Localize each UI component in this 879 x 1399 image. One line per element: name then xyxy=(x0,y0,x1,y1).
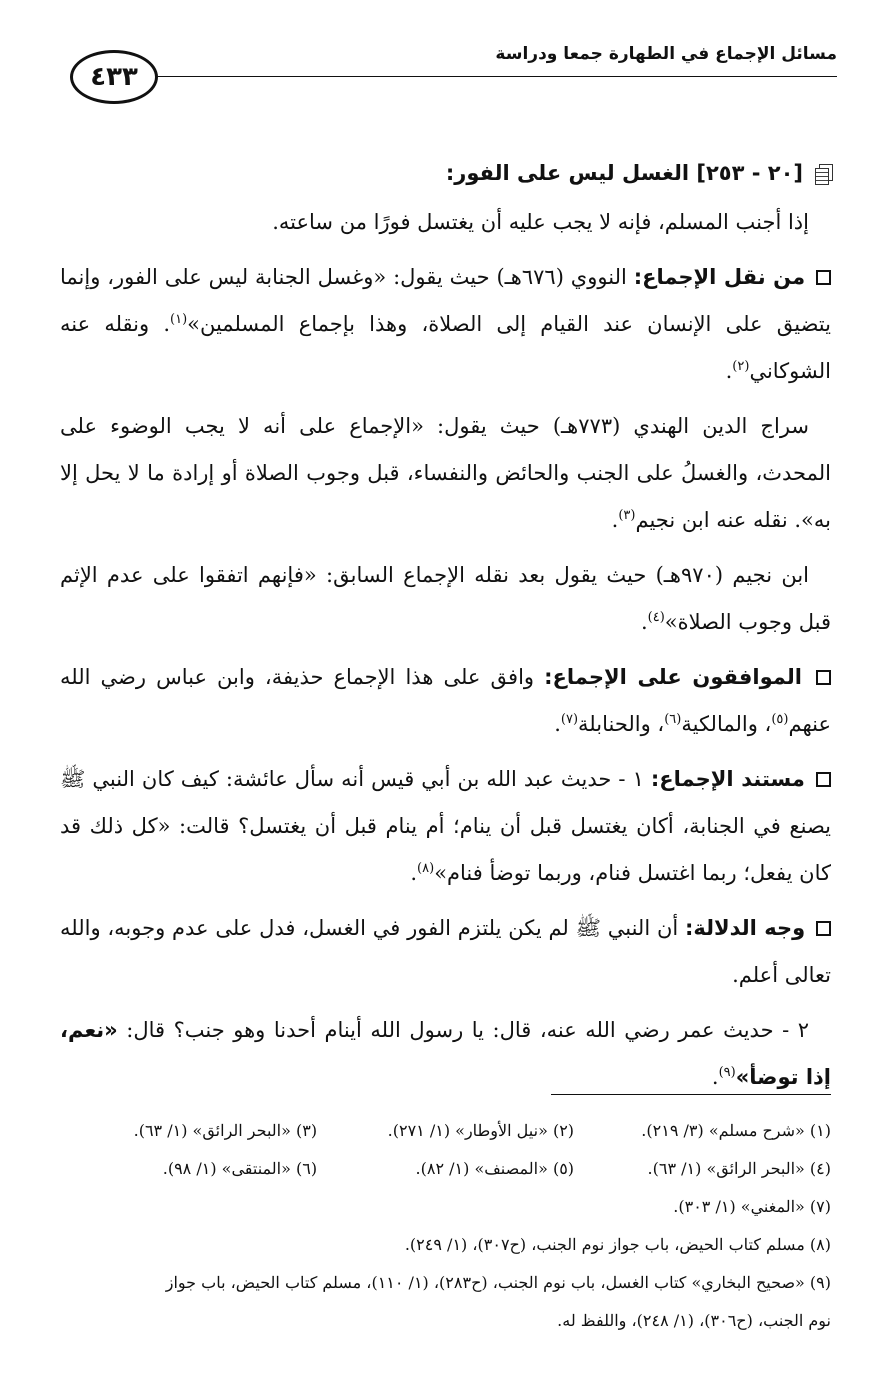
footnote-row xyxy=(60,1112,831,1150)
label-basis: مستند الإجماع: xyxy=(650,767,805,791)
footnote-ref[interactable]: (٥) xyxy=(771,712,789,727)
paragraph-end: . xyxy=(611,508,619,532)
paragraph-text: ابن نجيم (٩٧٠هـ) حيث يقول بعد نقله الإجماع السابق: «فإنهم اتفقوا على عدم الإثم قبل وجوب الصلاة» xyxy=(60,563,831,634)
footnotes xyxy=(60,1112,831,1340)
section-title-text: [٢٠ - ٢٥٣] الغسل ليس على الفور: xyxy=(445,161,803,185)
paragraph-basis xyxy=(60,756,831,897)
paragraph-text: إذا أجنب المسلم، فإنه لا يجب عليه أن يغتسل فورًا من ساعته. xyxy=(272,210,809,234)
paragraph-text: سراج الدين الهندي (٧٧٣هـ) حيث يقول: «الإجماع على أنه لا يجب الوضوء على المحدث، والغسلُ على الجنب والحائض والنفساء، قبل وجوب الصلاة أو إرادة ما لا يحل إلا به». نقله عنه ابن نجيم xyxy=(60,414,831,532)
paragraph-end: . xyxy=(410,861,418,885)
footnote-ref[interactable]: (١) xyxy=(170,312,188,327)
footnote-3: (٣) «البحر الرائق» (١/ ٦٣). xyxy=(133,1121,318,1140)
paragraph-text: . ونقله عنه الشوكاني xyxy=(60,312,831,383)
paragraph-end: . xyxy=(711,1065,719,1089)
paragraph-text: وافق على هذا الإجماع حذيفة، وابن عباس رضي الله عنهم xyxy=(60,665,831,736)
paragraph-end: . xyxy=(640,610,648,634)
square-bullet-icon xyxy=(816,670,831,685)
header-rule xyxy=(156,76,837,77)
paragraph-indication xyxy=(60,905,831,999)
square-bullet-icon xyxy=(816,772,831,787)
paragraph-text: ، والحنابلة xyxy=(578,712,665,736)
footnote-9-cont: نوم الجنب، (ح٣٠٦)، (١/ ٢٤٨)، واللفظ له. xyxy=(557,1311,831,1330)
paragraph-text: ٢ - حديث عمر رضي الله عنه، قال: يا رسول الله أينام أحدنا وهو جنب؟ قال: xyxy=(117,1018,809,1042)
hadith-quote: «نعم، إذا توضأ» xyxy=(60,1018,831,1089)
footnote-row xyxy=(60,1150,831,1188)
footnote-ref[interactable]: (٢) xyxy=(732,359,750,374)
footnote-ref[interactable]: (٧) xyxy=(560,712,579,727)
label-transmitters: من نقل الإجماع: xyxy=(633,265,806,289)
page-header xyxy=(70,40,837,110)
footnote-ref[interactable]: (٣) xyxy=(618,508,636,523)
paragraph-ibn-nujaym xyxy=(60,552,831,646)
footnote-ref[interactable]: (٩) xyxy=(718,1065,736,1080)
footnote-4: (٤) «البحر الرائق» (١/ ٦٣). xyxy=(647,1159,831,1178)
square-bullet-icon xyxy=(816,921,831,936)
section-title xyxy=(60,150,831,197)
paragraph-text: ، والمالكية xyxy=(681,712,772,736)
footnote-ref[interactable]: (٤) xyxy=(647,610,665,625)
page-number: ٤٣٣ xyxy=(70,50,158,104)
paragraph-text: ١ - حديث عبد الله بن أبي قيس أنه سأل عائشة: كيف كان النبي ﷺ يصنع في الجنابة، أكان يغتسل قبل أن ينام؛ أم ينام قبل أن يغتسل؟ قالت: «كل ذلك قد كان يفعل؛ ربما اغتسل فنام، وربما توضأ فنام» xyxy=(60,767,831,885)
paragraph-transmitters xyxy=(60,254,831,395)
footnote-1: (١) «شرح مسلم» (٣/ ٢١٩). xyxy=(641,1121,831,1140)
footnote-ref[interactable]: (٦) xyxy=(664,712,682,727)
footnote-7: (٧) «المغني» (١/ ٣٠٣). xyxy=(673,1197,831,1216)
paragraph-hadith-umar xyxy=(60,1007,831,1101)
footnote-6: (٦) «المنتقى» (١/ ٩٨). xyxy=(162,1159,318,1178)
footnote-5: (٥) «المصنف» (١/ ٨٢). xyxy=(415,1159,575,1178)
main-text xyxy=(60,150,831,1109)
paragraph-intro xyxy=(60,199,831,246)
footnote-ref[interactable]: (٨) xyxy=(417,861,435,876)
square-bullet-icon xyxy=(816,270,831,285)
label-agreeing: الموافقون على الإجماع: xyxy=(544,665,802,689)
document-icon xyxy=(815,164,833,184)
running-title: مسائل الإجماع في الطهارة جمعا ودراسة xyxy=(495,44,837,64)
footnote-9: (٩) «صحيح البخاري» كتاب الغسل، باب نوم الجنب، (ح٢٨٣)، (١/ ١١٠)، مسلم كتاب الحيض، باب جواز xyxy=(165,1273,831,1292)
paragraph-text: أن النبي ﷺ لم يكن يلتزم الفور في الغسل، فدل على عدم وجوبه، والله تعالى أعلم. xyxy=(60,916,831,987)
paragraph-text: النووي (٦٧٦هـ) حيث يقول: «وغسل الجنابة ليس على الفور، وإنما يتضيق على الإنسان عند القيام إلى الصلاة، وهذا بإجماع المسلمين» xyxy=(60,265,831,336)
paragraph-agreeing xyxy=(60,654,831,748)
paragraph-end: . xyxy=(725,359,733,383)
paragraph-end: . xyxy=(554,712,561,736)
footnote-separator xyxy=(551,1094,831,1095)
footnote-8: (٨) مسلم كتاب الحيض، باب جواز نوم الجنب، (ح٣٠٧)، (١/ ٢٤٩). xyxy=(404,1235,831,1254)
paragraph-hindi xyxy=(60,403,831,544)
label-indication: وجه الدلالة: xyxy=(684,916,806,940)
footnote-2: (٢) «نيل الأوطار» (١/ ٢٧١). xyxy=(387,1121,575,1140)
